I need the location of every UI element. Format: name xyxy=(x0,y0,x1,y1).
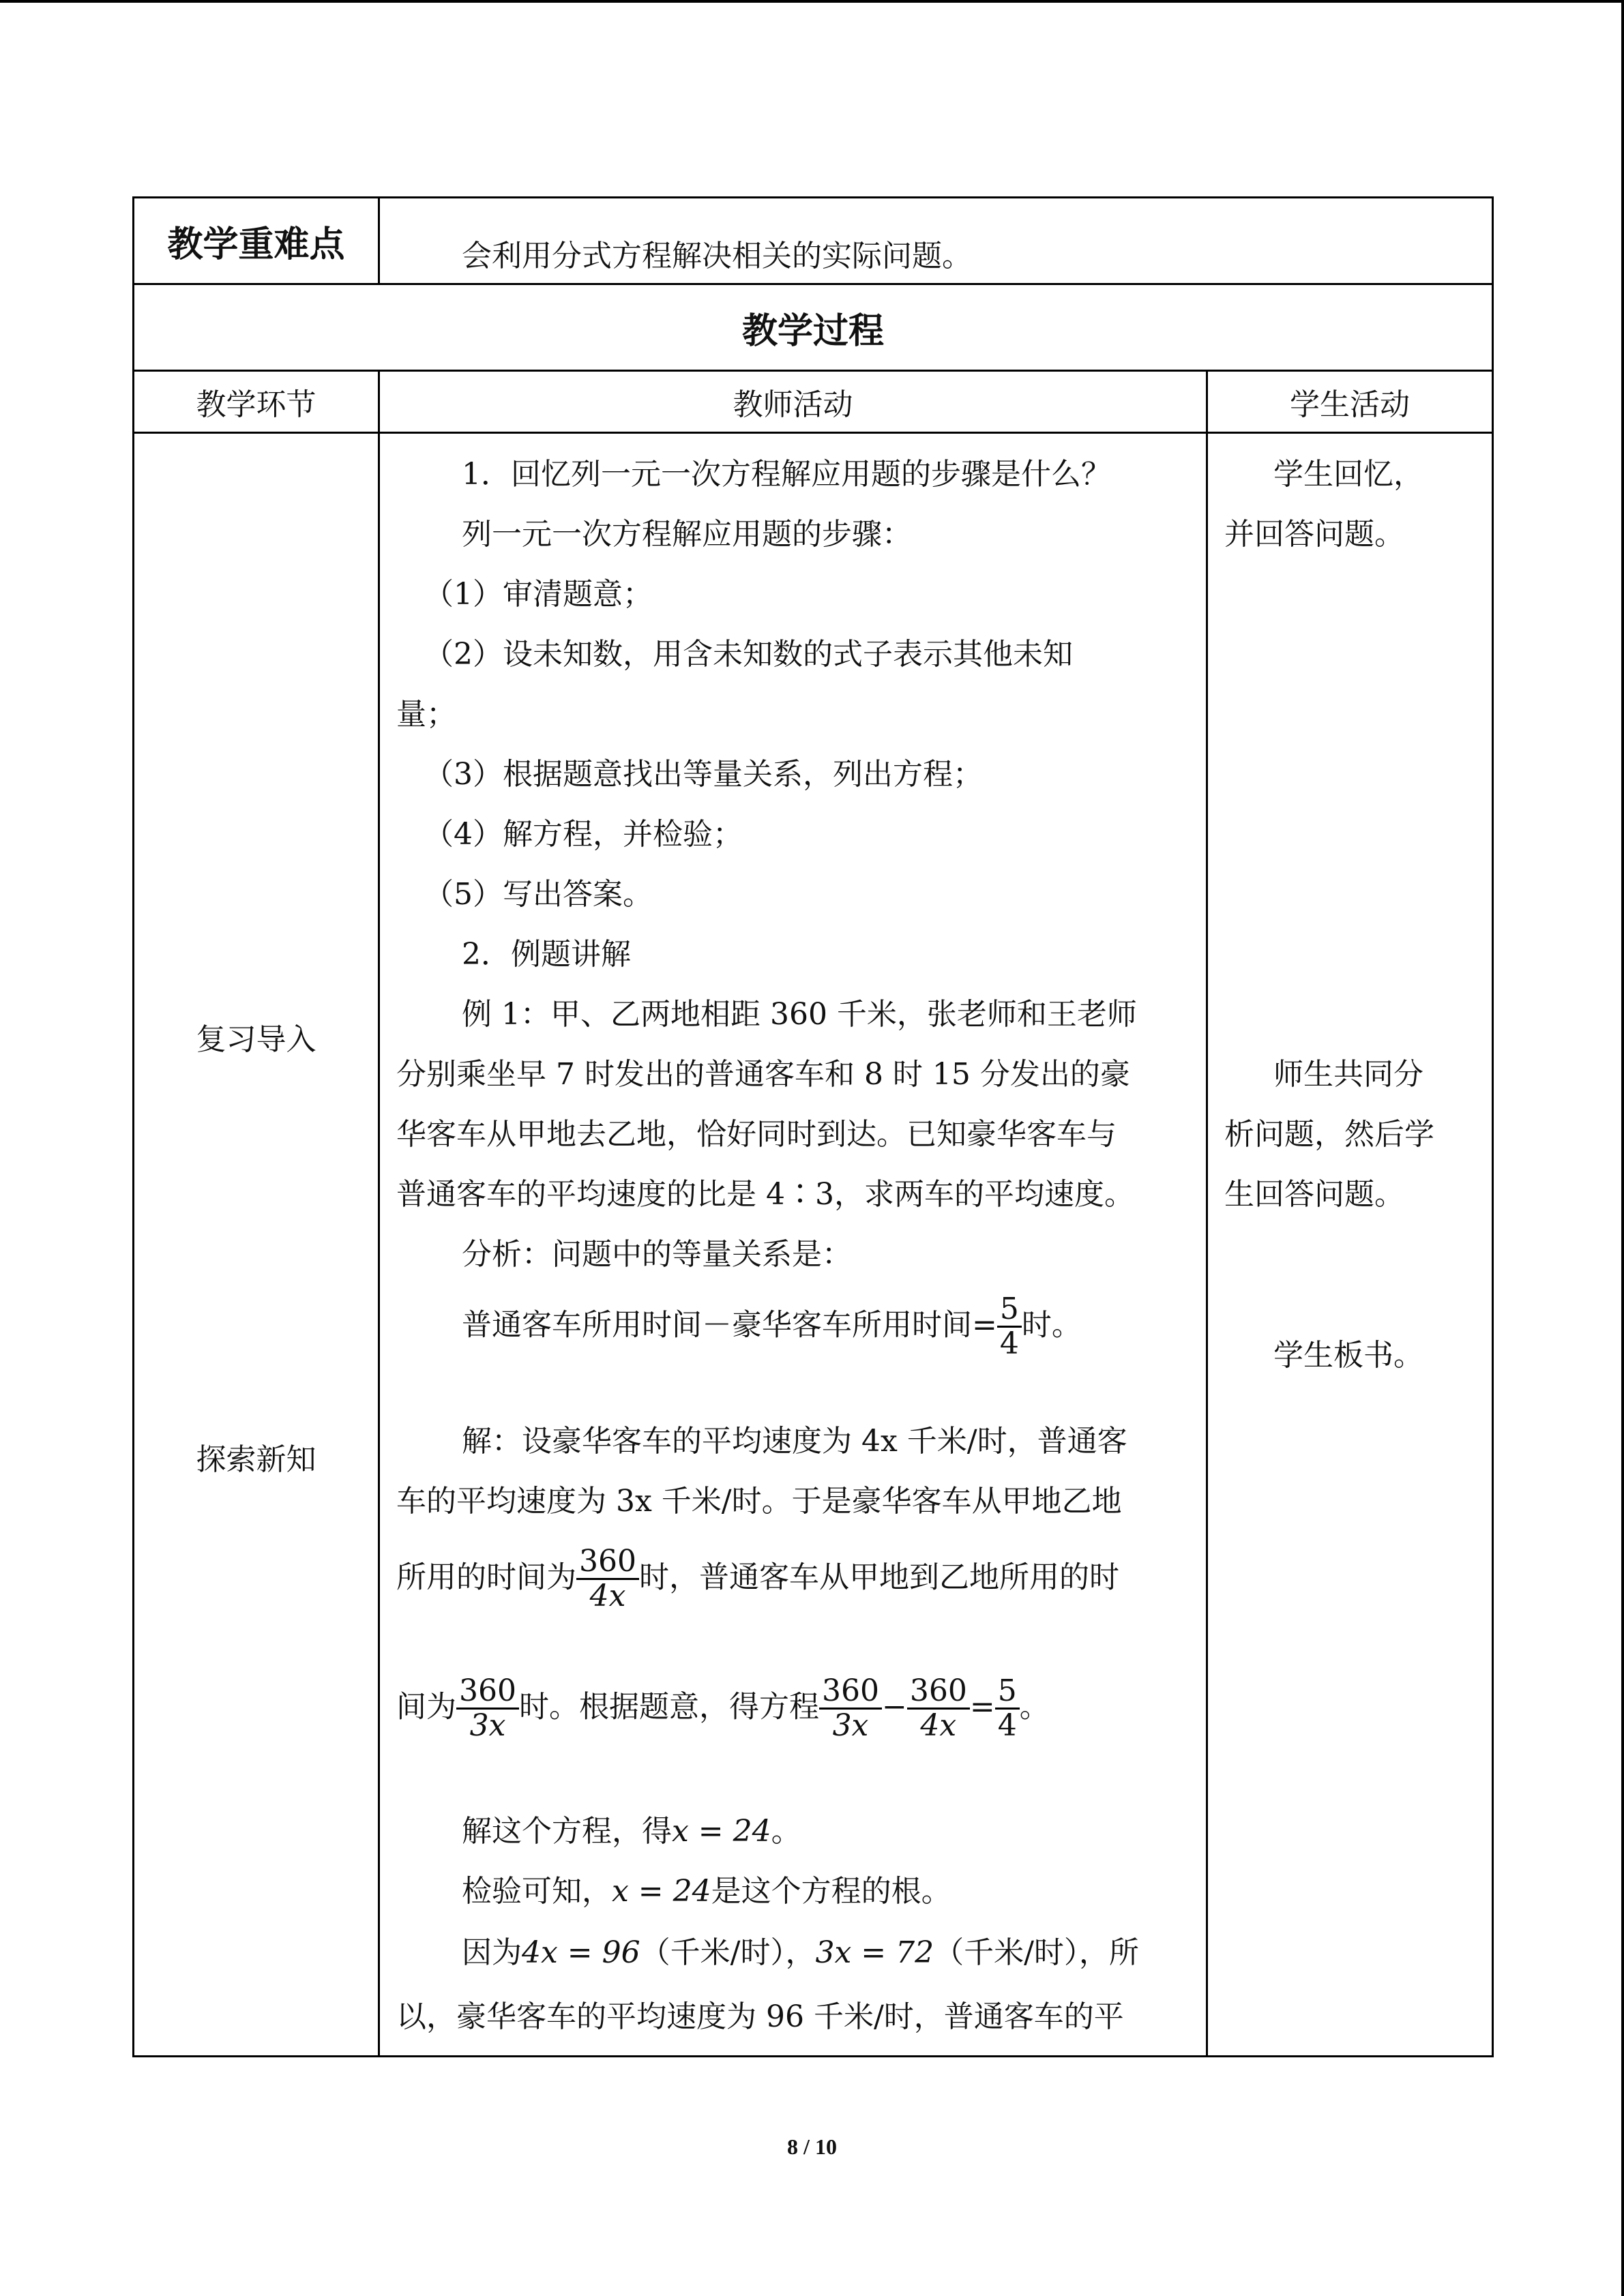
check-math: x = 24 xyxy=(612,1874,711,1909)
column-header-stage: 教学环节 xyxy=(134,371,379,433)
time-luxury-denominator: 4x xyxy=(589,1579,626,1614)
teacher-example-1c: 华客车从甲地去乙地，恰好同时到达。已知豪华客车与 xyxy=(396,1117,1117,1152)
teacher-step-5: （5）写出答案。 xyxy=(424,877,653,912)
process-title-row xyxy=(134,284,1493,371)
teacher-solution-3 xyxy=(396,1545,1119,1613)
main-content-row xyxy=(134,433,1493,2057)
teacher-step-4: （4）解方程，并检验； xyxy=(424,817,743,852)
equation-term-b-numerator: 360 xyxy=(907,1675,970,1710)
stage-cell xyxy=(134,433,379,2057)
key-points-value: 会利用分式方程解决相关的实际问题。 xyxy=(379,198,1493,284)
student-recall-b: 并回答问题。 xyxy=(1224,517,1404,552)
solution-3-suffix: 时，普通客车从甲地到乙地所用的时 xyxy=(638,1560,1119,1595)
key-points-label: 教学重难点 xyxy=(134,198,379,284)
teacher-solution-2: 车的平均速度为 3x 千米/时。于是豪华客车从甲地乙地 xyxy=(396,1484,1122,1519)
equation-equals: = xyxy=(969,1689,995,1725)
equation-term-c xyxy=(995,1675,1020,1743)
teacher-example-1b: 分别乘坐早 7 时发出的普通客车和 8 时 15 分发出的豪 xyxy=(396,1057,1130,1092)
process-title: 教学过程 xyxy=(134,284,1493,371)
equation-term-a-denominator: 3x xyxy=(832,1708,869,1744)
page-right-border xyxy=(1621,0,1624,2296)
solve-end: 。 xyxy=(771,1814,801,1849)
solution-4-middle: 时。根据题意，得方程 xyxy=(518,1689,819,1725)
equation-term-c-numerator: 5 xyxy=(995,1675,1020,1710)
teacher-example-1a: 例 1：甲、乙两地相距 360 千米，张老师和王老师 xyxy=(462,997,1137,1032)
stage-review: 复习导入 xyxy=(196,1022,316,1057)
time-regular-numerator: 360 xyxy=(456,1675,519,1710)
teacher-example-1d: 普通客车的平均速度的比是 4∶3，求两车的平均速度。 xyxy=(396,1177,1134,1212)
teacher-step-3: （3）根据题意找出等量关系，列出方程； xyxy=(424,757,983,792)
column-header-student: 学生活动 xyxy=(1207,371,1493,433)
because-math-1: 4x = 96 xyxy=(522,1935,640,1970)
time-luxury-fraction xyxy=(576,1545,639,1613)
student-analyze-c: 生回答问题。 xyxy=(1224,1177,1404,1212)
relation-unit: 时。 xyxy=(1021,1307,1082,1343)
equation-term-a xyxy=(819,1675,882,1743)
page-top-border xyxy=(0,0,1624,3)
because-math-2: 3x = 72 xyxy=(815,1935,934,1970)
teacher-because xyxy=(462,1935,1139,1970)
teacher-check xyxy=(462,1874,951,1909)
solve-prefix: 解这个方程，得 xyxy=(462,1814,672,1849)
student-activity-cell xyxy=(1207,433,1493,2057)
teacher-step-2b: 量； xyxy=(396,697,456,732)
relation-fraction-numerator: 5 xyxy=(997,1293,1022,1328)
because-prefix: 因为 xyxy=(462,1935,522,1970)
relation-fraction-denominator: 4 xyxy=(999,1326,1019,1362)
teacher-step-1: （1）审清题意； xyxy=(424,577,653,612)
time-regular-fraction xyxy=(456,1675,519,1743)
check-suffix: 是这个方程的根。 xyxy=(711,1874,951,1909)
teacher-last-line: 以，豪华客车的平均速度为 96 千米/时，普通客车的平 xyxy=(396,1999,1124,2034)
equation-term-b xyxy=(907,1675,970,1743)
teacher-solution-4 xyxy=(396,1675,1050,1743)
column-header-row xyxy=(134,371,1493,433)
because-unit-1: （千米/时）， xyxy=(640,1935,816,1970)
equation-term-a-numerator: 360 xyxy=(819,1675,882,1710)
page-number: 8 / 10 xyxy=(787,2134,837,2159)
teacher-steps-title: 列一元一次方程解应用题的步骤： xyxy=(462,517,912,552)
student-board: 学生板书。 xyxy=(1273,1338,1423,1373)
solution-4-prefix: 间为 xyxy=(396,1689,456,1725)
teacher-solution-1: 解：设豪华客车的平均速度为 4x 千米/时，普通客 xyxy=(462,1424,1127,1459)
time-regular-denominator: 3x xyxy=(469,1708,506,1744)
check-prefix: 检验可知， xyxy=(462,1874,612,1909)
student-analyze-b: 析问题，然后学 xyxy=(1224,1117,1434,1152)
teacher-solve xyxy=(462,1814,801,1849)
relation-text: 普通客车所用时间－豪华客车所用时间= xyxy=(462,1307,997,1343)
teacher-q2: 2．例题讲解 xyxy=(462,937,631,972)
relation-fraction xyxy=(997,1293,1022,1361)
lesson-plan-table xyxy=(132,196,1494,2057)
because-unit-2: （千米/时），所 xyxy=(934,1935,1139,1970)
column-header-teacher: 教师活动 xyxy=(379,371,1207,433)
teacher-relation xyxy=(462,1293,1082,1361)
solve-math: x = 24 xyxy=(672,1814,771,1849)
solution-3-prefix: 所用的时间为 xyxy=(396,1560,576,1595)
student-recall-a: 学生回忆， xyxy=(1273,457,1423,492)
teacher-activity-cell xyxy=(379,433,1207,2057)
student-analyze-a: 师生共同分 xyxy=(1273,1057,1423,1092)
teacher-analysis: 分析：问题中的等量关系是： xyxy=(462,1237,852,1272)
equation-term-b-denominator: 4x xyxy=(920,1708,957,1744)
time-luxury-numerator: 360 xyxy=(576,1545,639,1580)
equation-term-c-denominator: 4 xyxy=(997,1708,1017,1744)
equation-end: 。 xyxy=(1019,1689,1050,1725)
teacher-step-2a: （2）设未知数，用含未知数的式子表示其他未知 xyxy=(424,637,1073,672)
teacher-q1: 1．回忆列一元一次方程解应用题的步骤是什么？ xyxy=(462,457,1111,492)
equation-minus: − xyxy=(881,1689,907,1725)
key-points-row xyxy=(134,198,1493,284)
stage-explore: 探索新知 xyxy=(196,1442,316,1477)
